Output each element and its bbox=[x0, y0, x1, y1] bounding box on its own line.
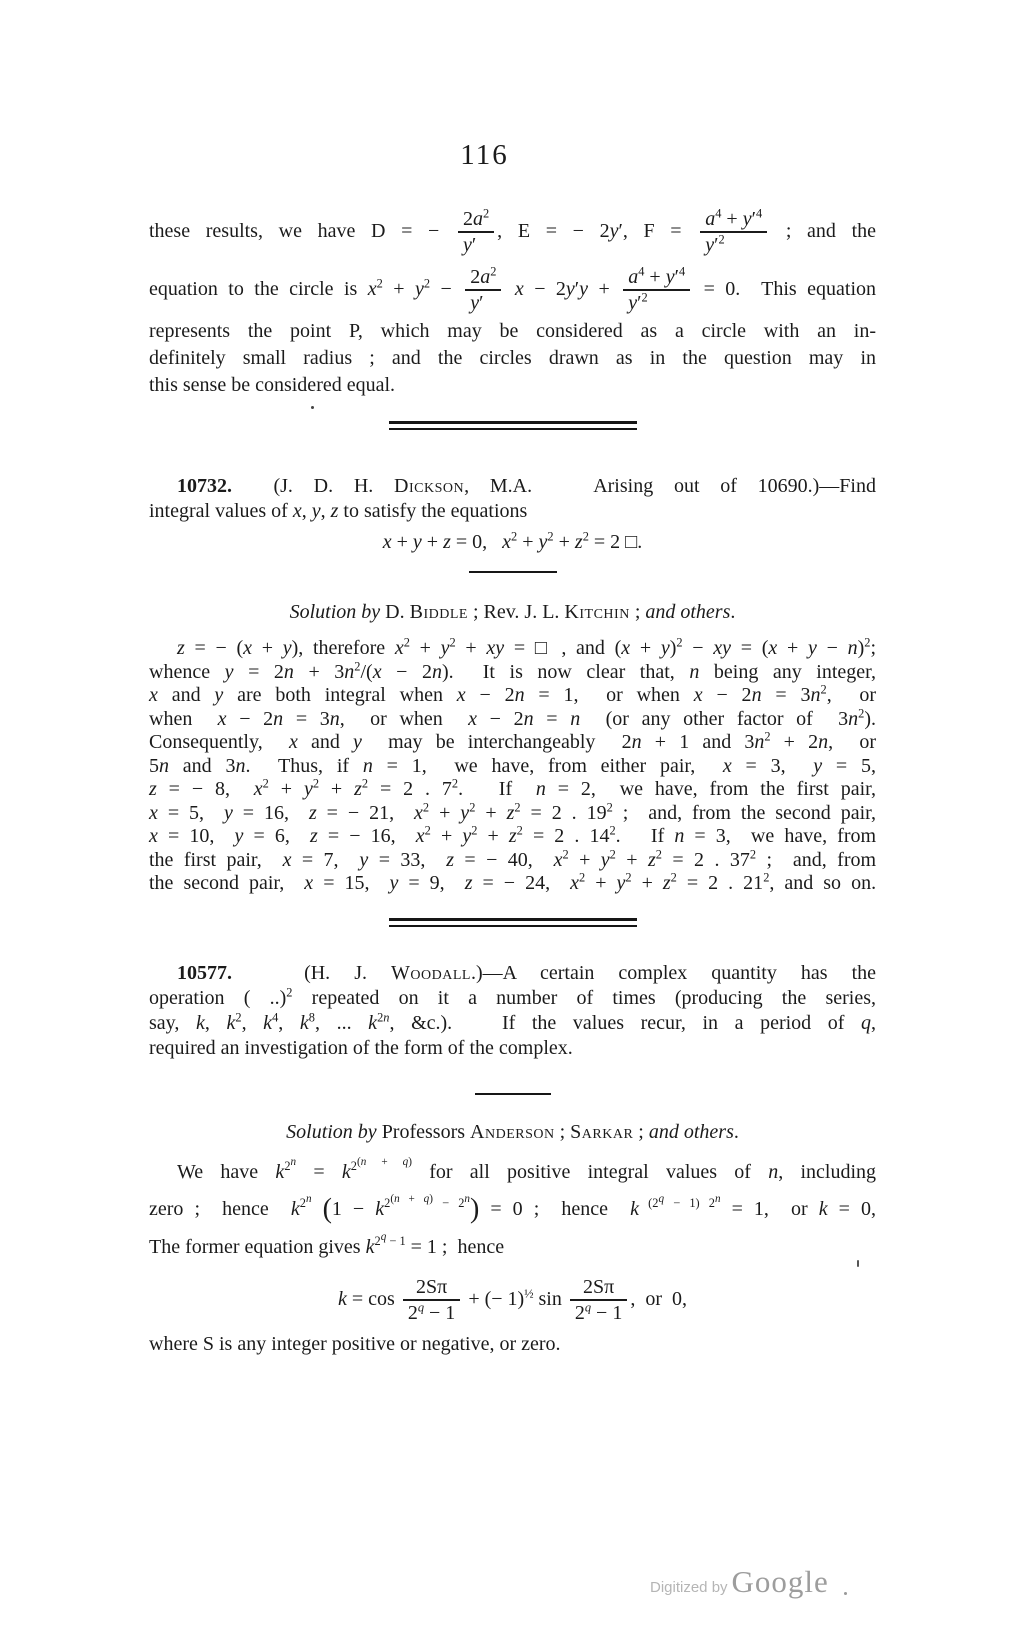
scan-speck bbox=[311, 406, 314, 409]
question-10577 bbox=[149, 961, 876, 1357]
text-line: Consequently, x and y may be interchangeably 2n + 1 and $3n^2 + 2n$, or bbox=[149, 729, 877, 753]
text-line: x = 10, y = 6, z = − 16, $x^2 + y^2 + z^2 = 2$ . $14^2$. If n = 3, we have, from bbox=[149, 823, 877, 847]
text-line: represents the point P, which may be considered as a circle with an in- bbox=[149, 320, 876, 342]
page-content bbox=[149, 0, 876, 1357]
question-heading bbox=[149, 474, 876, 555]
text-line: We have $k^{2^n} = k^{2^{(n + q)}}$ for all positive integral values of n, including bbox=[177, 1155, 877, 1183]
text-line: z = − (x + y), therefore $x^2 + y^2$ + xy = □ , and $(x + y)^2$ − xy = $(x + y - n)^2$; bbox=[177, 635, 876, 659]
solution-paragraph bbox=[149, 637, 876, 896]
solution-byline: Solution by D. Biddle ; Rev. J. L. Kitchin ; and others. bbox=[289, 601, 736, 623]
text-line: definitely small radius ; and the circles drawn as in the question may in bbox=[149, 347, 876, 369]
double-rule-divider bbox=[389, 421, 637, 430]
text-line: The former equation gives $k^{2^q - 1} = 1$ ; hence bbox=[149, 1231, 505, 1258]
digitized-by-label: Digitized by bbox=[650, 1579, 728, 1596]
solution-paragraph bbox=[149, 1155, 876, 1357]
display-equation: k = cos $\frac{2S\pi}{2^q - 1}$ + (− 1)$^{\frac{1}{2}}$ sin $\frac{2S\pi}{2^q - 1}$ , or 0, bbox=[337, 1275, 687, 1325]
text-line: required an investigation of the form of the complex. bbox=[149, 1036, 573, 1059]
double-rule-divider bbox=[389, 918, 637, 927]
text-line: the first pair, x = 7, y = 33, z = − 40, $x^2 + y^2 + z^2 = 2$ . $37^2$ ; and, from bbox=[149, 846, 877, 871]
short-rule-divider bbox=[475, 1093, 551, 1095]
text-line: x and y are both integral when x − 2n = 1, or when $x - 2n = 3n^2$, or bbox=[149, 682, 876, 706]
text-line: zero ; hence $k^{2^n}$ $(1 - k^{2^{(n + q)} - 2^n}) = 0$ ; hence k $^{(2^q - 1) 2^n}$ = 1, or k = 0, bbox=[149, 1192, 876, 1224]
text-line: operation ( ..)$^2$ repeated on it a number of times (producing the series, bbox=[149, 984, 876, 1009]
short-rule-divider bbox=[469, 571, 557, 573]
google-watermark bbox=[650, 1564, 829, 1600]
text-line: 5n and 3n. Thus, if n = 1, we have, from either pair, x = 3, y = 5, bbox=[149, 754, 876, 777]
text-line: equation to the circle is $x^2 + y^2$ − $\frac{2a^2}{y'}$ x − 2y′y + $\frac{a^4 + y'^4}{y'^2}$ = 0. This equation bbox=[149, 264, 877, 315]
text-line: z = − 8, $x^2 + y^2 + z^2 = 2$ . $7^2$. If n = 2, we have, from the first pair, bbox=[149, 776, 877, 800]
display-equation: x + y + z = 0, $x^2 + y^2 + z^2 = 2$ □. bbox=[382, 529, 643, 553]
text-line: the second pair, x = 15, y = 9, z = − 24, $x^2 + y^2 + z^2 = 2$ . $21^2$, and so on. bbox=[149, 870, 877, 894]
text-line: when x − 2n = 3n, or when x − 2n = n (or any other factor of $3n^2$). bbox=[149, 705, 877, 730]
scan-speck bbox=[857, 1260, 859, 1267]
text-line: integral values of x, y, z to satisfy the equations bbox=[149, 500, 528, 522]
google-logo: Google bbox=[731, 1564, 829, 1599]
text-line: these results, we have D = − $\frac{2a^2}{y'}$ , E = − 2y′, F = $\frac{a^4 + y'^4}{y'^2}$ ; and the bbox=[149, 206, 877, 257]
text-line: 10732. (J. D. H. Dickson, M.A. Arising out of 10690.)—Find bbox=[177, 475, 876, 497]
text-line: where S is any integer positive or negative, or zero. bbox=[149, 1332, 561, 1355]
text-line: say, k, $k^2$, $k^4$, $k^8$, ... $k^{2n}$, &c.). If the values recur, in a period of q, bbox=[149, 1009, 877, 1034]
text-line: whence $y = 2n + 3n^2/(x - 2n)$. It is now clear that, n being any integer, bbox=[149, 658, 877, 683]
question-heading bbox=[149, 961, 876, 1061]
question-10732 bbox=[149, 474, 876, 896]
page-number: 116 bbox=[460, 139, 509, 171]
text-line: x = 5, y = 16, z = − 21, $x^2 + y^2 + z^2 = 2$ . $19^2$ ; and, from the second pair, bbox=[149, 799, 877, 824]
text-line: this sense be considered equal. bbox=[149, 374, 396, 396]
text-line: 10577. (H. J. Woodall.)—A certain complex quantity has the bbox=[177, 961, 876, 984]
solution-byline: Solution by Professors Anderson ; Sarkar ; and others. bbox=[286, 1120, 739, 1143]
scan-speck bbox=[844, 1592, 847, 1595]
intro-paragraph bbox=[149, 202, 876, 399]
